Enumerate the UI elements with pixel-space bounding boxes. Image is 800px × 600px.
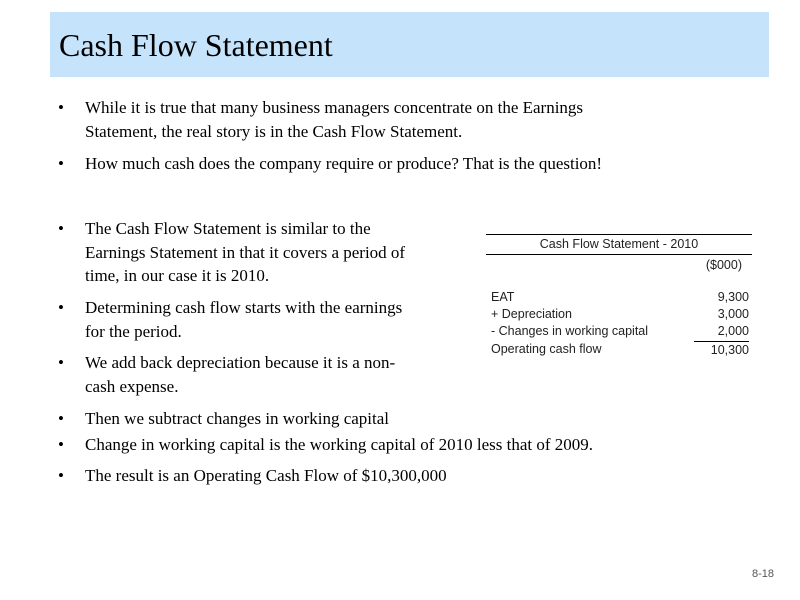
cash-flow-row-label: + Depreciation bbox=[491, 307, 572, 321]
bullet-line: Statement, the real story is in the Cash Flow Statement. bbox=[85, 121, 463, 141]
bullet-line: time, in our case it is 2010. bbox=[85, 266, 270, 285]
title-bar bbox=[50, 12, 769, 77]
bullet-line: We add back depreciation because it is a non- bbox=[85, 353, 396, 372]
bullet-line: Then we subtract changes in working capital bbox=[85, 409, 390, 428]
cash-flow-row-value: 3,000 bbox=[717, 307, 749, 321]
bullet-line: Earnings Statement in that it covers a period of bbox=[85, 242, 406, 262]
bullet-line: The Cash Flow Statement is similar to the bbox=[85, 219, 371, 238]
cash-flow-row bbox=[491, 323, 749, 340]
bullet-icon: • bbox=[58, 435, 64, 454]
bullet-line: cash expense. bbox=[85, 376, 179, 396]
cash-flow-row bbox=[491, 341, 749, 358]
cash-flow-units: ($000) bbox=[705, 258, 742, 272]
cash-flow-row-label: - Changes in working capital bbox=[491, 324, 649, 338]
cash-flow-row-value: 2,000 bbox=[717, 324, 749, 338]
cash-flow-table-title: Cash Flow Statement - 2010 bbox=[486, 234, 752, 255]
cash-flow-row-value: 9,300 bbox=[717, 290, 749, 304]
bullet-line: How much cash does the company require or produce? That is the question! bbox=[85, 154, 603, 173]
slide-title: Cash Flow Statement bbox=[59, 27, 333, 63]
bullet-icon: • bbox=[58, 298, 64, 317]
bullet-line: While it is true that many business managers concentrate on the Earnings bbox=[85, 98, 584, 117]
bullet-line: Change in working capital is the working capital of 2010 less that of 2009. bbox=[85, 435, 594, 454]
bullet-icon: • bbox=[58, 98, 64, 117]
cash-flow-row-label: Operating cash flow bbox=[491, 342, 602, 356]
bullet-icon: • bbox=[58, 409, 64, 428]
cash-flow-row-label: EAT bbox=[491, 290, 515, 304]
bullet-line: for the period. bbox=[85, 321, 182, 341]
cash-flow-row bbox=[491, 289, 749, 306]
bullet-icon: • bbox=[58, 154, 64, 173]
bullet-icon: • bbox=[58, 219, 64, 238]
cash-flow-row bbox=[491, 306, 749, 323]
slide-number: 8-18 bbox=[751, 568, 774, 580]
bullet-line: The result is an Operating Cash Flow of $10,300,000 bbox=[85, 466, 447, 485]
bullet-line: Determining cash flow starts with the earnings bbox=[85, 298, 403, 317]
bullet-icon: • bbox=[58, 353, 64, 372]
cash-flow-total-value: 10,300 bbox=[694, 341, 749, 359]
bullet-icon: • bbox=[58, 466, 64, 485]
